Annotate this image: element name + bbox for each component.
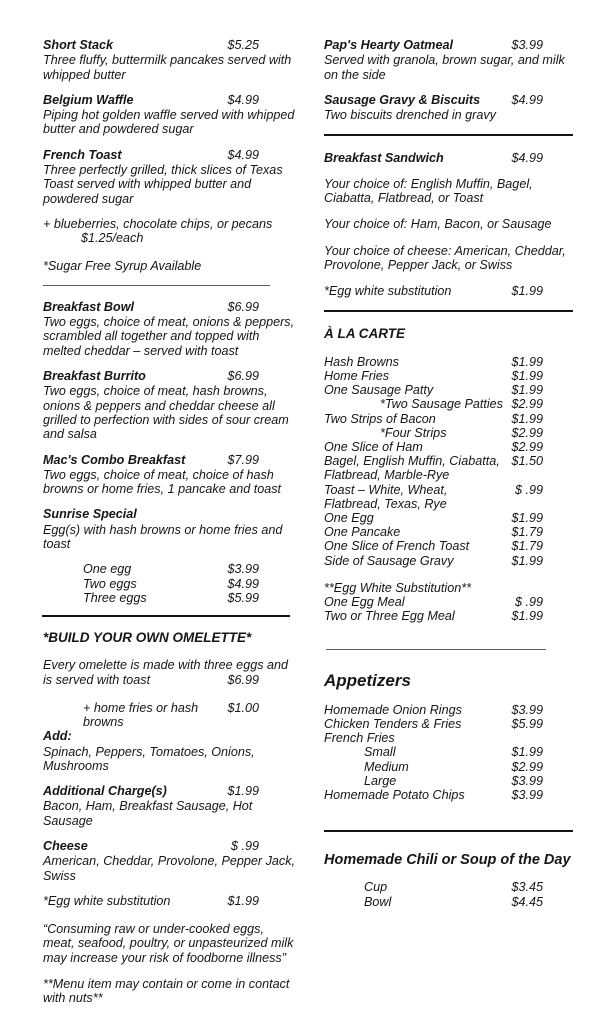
price-row-label: Large xyxy=(364,773,397,788)
menu-item-description: Piping hot golden waffle served with whipped butter and powdered sugar xyxy=(43,108,295,137)
menu-note: Your choice of: Ham, Bacon, or Sausage xyxy=(324,217,552,232)
price-list xyxy=(43,894,297,908)
price-row-label: + home fries or hash browns xyxy=(83,700,199,730)
price-row-price: $1.99 xyxy=(511,383,543,398)
price-row-price: $1.79 xyxy=(511,539,543,554)
price-row-label: One Slice of French Toast xyxy=(324,539,470,554)
divider-rule xyxy=(43,285,270,286)
price-row-price: $2.99 xyxy=(511,759,543,774)
menu-note: Your choice of cheese: American, Cheddar, Provolone, Pepper Jack, or Swiss xyxy=(324,243,566,272)
price-row xyxy=(324,483,543,511)
price-row-label: *Egg white substitution xyxy=(43,893,171,908)
menu-note xyxy=(43,217,297,246)
menu-note: “Consuming raw or under-cooked eggs, meat, seafood, poultry, or unpasteurized milk may increase your risk of foodborne illness” xyxy=(43,922,294,965)
menu-item-description: Two biscuits drenched in gravy xyxy=(324,108,496,123)
price-row xyxy=(43,701,259,729)
menu-note-with-price xyxy=(43,658,297,687)
menu-item-price: $5.25 xyxy=(227,38,259,52)
menu-item-name: Sausage Gravy & Biscuits xyxy=(324,92,481,107)
price-row-price: $ .99 xyxy=(514,482,543,497)
price-row xyxy=(324,284,543,298)
menu-item-header xyxy=(324,93,543,107)
section-title: Appetizers xyxy=(324,671,411,691)
menu-item-name: Pap's Hearty Oatmeal xyxy=(324,38,453,52)
menu-item-name: Add: xyxy=(43,729,72,744)
menu-item-header xyxy=(43,148,259,162)
menu-item-price: $6.99 xyxy=(227,369,259,384)
price-row-price: $3.99 xyxy=(511,702,543,717)
price-row-label: One Pancake xyxy=(324,525,401,540)
menu-item-description: Egg(s) with hash browns or home fries and toast xyxy=(43,522,283,552)
menu-item-description: Bacon, Ham, Breakfast Sausage, Hot Sausage xyxy=(43,799,253,828)
menu-item-header xyxy=(43,453,259,467)
divider-rule xyxy=(324,310,573,312)
price-row xyxy=(43,894,259,908)
price-row xyxy=(324,525,543,539)
menu-item-description: Served with granola, brown sugar, and milk on the side xyxy=(324,53,565,82)
menu-item-name: Mac's Combo Breakfast xyxy=(43,452,186,467)
menu-note-price: $1.25/each xyxy=(81,231,144,246)
price-row-label: *Egg white substitution xyxy=(324,284,452,299)
menu-item-price: $ .99 xyxy=(230,839,259,853)
menu-item xyxy=(43,300,297,358)
menu-item-description: Two eggs, choice of meat, hash browns, onions & peppers and cheddar cheese all grilled to perfection with sides of sour cream and salsa xyxy=(43,384,289,442)
price-row-label: One Egg xyxy=(324,511,374,525)
price-row-price: $2.99 xyxy=(511,397,543,412)
menu-item-name: Sunrise Special xyxy=(43,507,137,522)
price-row-label: Hash Browns xyxy=(324,354,399,369)
price-row-label: Home Fries xyxy=(324,368,390,383)
price-list xyxy=(43,701,297,729)
menu-note-text: Every omelette is made with three eggs and is served with toast xyxy=(43,658,289,687)
price-row-label: Two or Three Egg Meal xyxy=(324,609,455,624)
price-list xyxy=(324,284,580,298)
price-row xyxy=(324,595,543,609)
divider-rule xyxy=(326,649,546,650)
price-row-price: $4.45 xyxy=(511,894,543,909)
price-row xyxy=(324,355,543,369)
menu-item-name: Short Stack xyxy=(43,38,113,52)
menu-item-name: Belgium Waffle xyxy=(43,92,134,107)
price-row xyxy=(324,880,543,894)
menu-item-header xyxy=(43,729,259,743)
menu-item-description: American, Cheddar, Provolone, Pepper Jack, Swiss xyxy=(43,854,296,883)
menu-item-price: $4.99 xyxy=(511,151,543,166)
price-row-label: One Slice of Ham xyxy=(324,439,423,454)
price-row-price: $2.99 xyxy=(511,439,543,454)
menu-item-description: Two eggs, choice of meat, onions & peppers, scrambled all together and topped with melted cheddar – served with toast xyxy=(43,315,295,358)
menu-item xyxy=(43,369,297,441)
price-row xyxy=(324,703,543,717)
price-row-label: Bowl xyxy=(364,894,392,909)
menu-note-text: + blueberries, chocolate chips, or pecans xyxy=(43,216,273,231)
price-row xyxy=(324,745,543,759)
menu-item-name: Breakfast Sandwich xyxy=(324,151,444,166)
price-row-label: *Two Sausage Patties xyxy=(380,397,503,412)
menu-column-left xyxy=(43,38,297,1018)
price-row-label: French Fries xyxy=(324,731,395,746)
price-row-label: One Egg Meal xyxy=(324,595,405,610)
price-row-label: Cup xyxy=(364,880,388,895)
price-list xyxy=(324,355,580,568)
menu-item xyxy=(43,729,297,773)
price-row-price: $1.99 xyxy=(227,893,259,908)
menu-item-name: Additional Charge(s) xyxy=(43,784,167,799)
price-row-price: $ .99 xyxy=(514,595,543,610)
price-row-price: $1.79 xyxy=(511,525,543,540)
price-row xyxy=(324,454,543,482)
price-row-price: $2.99 xyxy=(511,425,543,440)
price-row-price: $1.99 xyxy=(511,553,543,568)
price-list xyxy=(43,562,297,605)
section-title: *BUILD YOUR OWN OMELETTE* xyxy=(43,629,252,645)
menu-note-price: $6.99 xyxy=(227,672,259,687)
menu-note: **Menu item may contain or come in contact with nuts** xyxy=(43,976,290,1006)
section-title: À LA CARTE xyxy=(324,326,405,342)
price-row-price: $4.99 xyxy=(227,576,259,591)
price-row-label: **Egg White Substitution** xyxy=(324,580,472,595)
menu-item-price: $7.99 xyxy=(227,452,259,467)
menu-item-name: Cheese xyxy=(43,839,88,853)
menu-item-description: Three fluffy, buttermilk pancakes served with whipped butter xyxy=(43,53,292,82)
menu-item-name: French Toast xyxy=(43,147,122,162)
price-row xyxy=(324,774,543,788)
menu-item-name: Breakfast Burrito xyxy=(43,369,146,384)
price-row xyxy=(324,788,543,802)
price-row-label: Medium xyxy=(364,759,409,774)
price-row-price: $1.99 xyxy=(511,609,543,624)
price-row-price: $3.99 xyxy=(227,562,259,577)
price-row xyxy=(324,895,543,909)
price-row-label: *Four Strips xyxy=(380,425,447,440)
price-row xyxy=(324,760,543,774)
menu-item-header xyxy=(43,300,259,314)
price-row xyxy=(324,383,543,397)
menu-note: Your choice of: English Muffin, Bagel, Ciabatta, Flatbread, or Toast xyxy=(324,176,533,206)
price-row-price: $1.99 xyxy=(511,284,543,299)
menu-item-price: $4.99 xyxy=(511,92,543,107)
price-row xyxy=(324,412,543,426)
menu-item-header xyxy=(43,784,259,798)
price-row xyxy=(324,369,543,383)
menu-item-header xyxy=(43,38,259,52)
price-list xyxy=(324,703,580,802)
price-row-label: One Sausage Patty xyxy=(324,383,434,398)
menu-item xyxy=(43,93,297,137)
menu-item xyxy=(43,784,297,828)
menu-item xyxy=(324,38,580,82)
price-row xyxy=(324,717,543,731)
price-row xyxy=(324,397,543,411)
menu-item xyxy=(43,507,297,551)
price-row xyxy=(43,577,259,591)
menu-item xyxy=(43,148,297,206)
menu-item-header xyxy=(43,839,259,853)
price-row xyxy=(324,581,543,595)
price-row xyxy=(324,731,543,745)
menu-item-price: $4.99 xyxy=(227,92,259,107)
price-row-price: $5.99 xyxy=(511,716,543,731)
price-row-price: $3.99 xyxy=(511,773,543,788)
price-row-price: $1.00 xyxy=(227,700,259,715)
menu-item-header xyxy=(43,507,259,521)
price-row-label: Chicken Tenders & Fries xyxy=(324,716,462,731)
menu-item xyxy=(324,151,580,165)
menu-item-name: Breakfast Bowl xyxy=(43,299,134,314)
divider-rule xyxy=(324,134,573,136)
price-row xyxy=(324,609,543,623)
section-title: Homemade Chili or Soup of the Day xyxy=(324,852,571,869)
menu-item-description: Three perfectly grilled, thick slices of Texas Toast served with whipped butter and powdered sugar xyxy=(43,163,283,206)
price-row-label: Three eggs xyxy=(83,590,147,605)
menu-item-header xyxy=(43,93,259,107)
divider-rule xyxy=(324,830,573,832)
price-row-price: $1.99 xyxy=(511,745,543,760)
menu-note: *Sugar Free Syrup Available xyxy=(43,258,202,273)
menu-item-price: $4.99 xyxy=(227,147,259,162)
price-row-label: Homemade Onion Rings xyxy=(324,702,462,717)
price-list xyxy=(324,880,580,908)
price-row-price: $1.99 xyxy=(511,354,543,369)
price-row xyxy=(43,562,259,576)
price-row xyxy=(324,539,543,553)
price-row-price: $1.99 xyxy=(511,511,543,525)
price-row-label: Side of Sausage Gravy xyxy=(324,553,454,568)
price-row-label: Two Strips of Bacon xyxy=(324,411,436,426)
price-row xyxy=(43,591,259,605)
price-row-label: Homemade Potato Chips xyxy=(324,787,465,802)
menu-item-price: $3.99 xyxy=(511,38,543,52)
price-row-price: $1.99 xyxy=(511,368,543,383)
price-row xyxy=(324,426,543,440)
price-list xyxy=(324,581,580,624)
menu-item-header xyxy=(324,38,543,52)
price-row xyxy=(324,440,543,454)
price-row-price: $1.50 xyxy=(511,454,543,469)
price-row-price: $5.99 xyxy=(227,590,259,605)
menu-item xyxy=(43,453,297,497)
menu-item-price: $1.99 xyxy=(227,784,259,799)
price-row-label: Bagel, English Muffin, Ciabatta, Flatbread, Marble-Rye xyxy=(324,454,500,483)
menu-item-header xyxy=(43,369,259,383)
price-row xyxy=(324,511,543,525)
price-row-label: Two eggs xyxy=(83,576,137,591)
menu-item xyxy=(43,839,297,883)
menu-item-description: Spinach, Peppers, Tomatoes, Onions, Mushrooms xyxy=(43,744,255,773)
menu-item-price: $6.99 xyxy=(227,299,259,314)
divider-rule xyxy=(42,615,290,617)
price-row-price: $3.99 xyxy=(511,787,543,802)
menu-item-description: Two eggs, choice of meat, choice of hash browns or home fries, 1 pancake and toast xyxy=(43,467,282,497)
price-row-price: $1.99 xyxy=(511,411,543,426)
price-row-label: One egg xyxy=(83,562,132,577)
price-row-label: Small xyxy=(364,745,396,760)
menu-item-header xyxy=(324,151,543,165)
menu-item xyxy=(43,38,297,82)
price-row-label: Toast – White, Wheat, Flatbread, Texas, Rye xyxy=(324,482,448,511)
menu-column-right xyxy=(324,38,580,1018)
price-row-price: $3.45 xyxy=(511,880,543,895)
menu-item xyxy=(324,93,580,123)
price-row xyxy=(324,554,543,568)
